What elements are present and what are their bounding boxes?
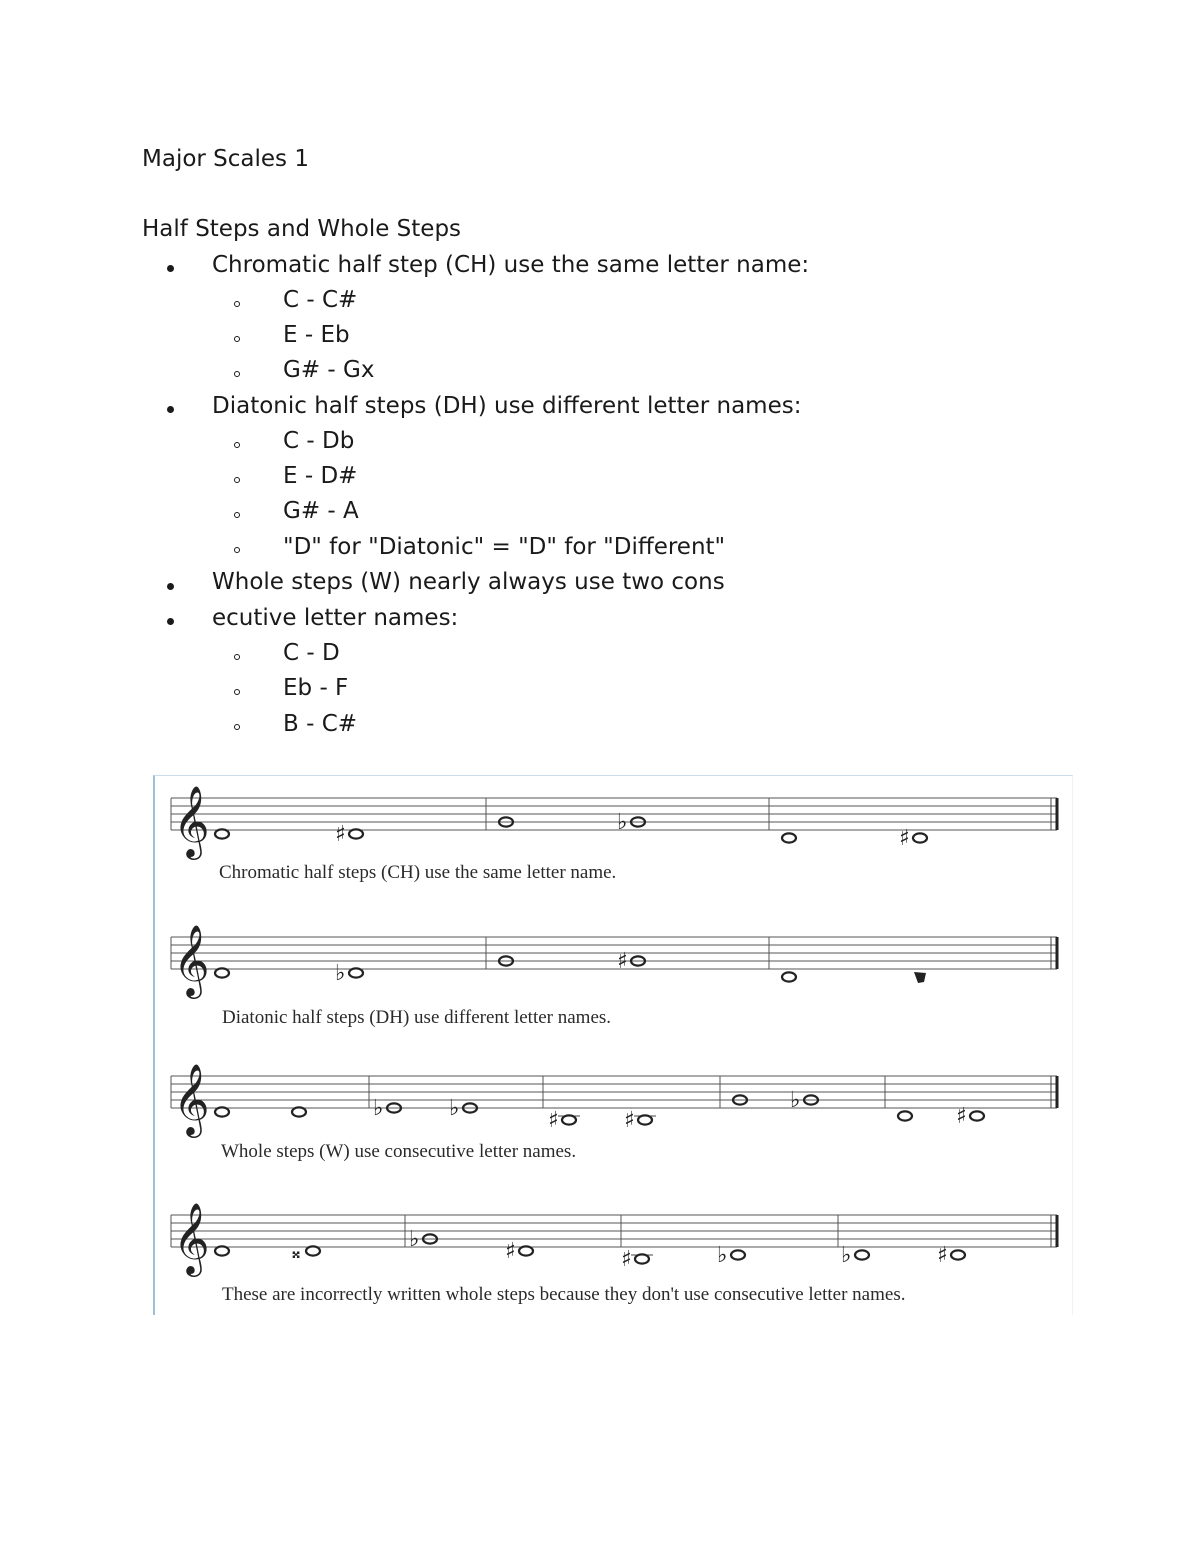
sub-bullet-icon: [234, 336, 240, 342]
sub-list-item: C - C#: [283, 287, 358, 313]
sub-bullet-icon: [234, 301, 240, 307]
sharp-icon: ♯: [505, 1239, 516, 1264]
sub-list-item: E - D#: [283, 463, 358, 489]
whole-note: [215, 968, 229, 977]
double-sharp-icon: 𝄪: [292, 1242, 301, 1263]
notation-figure: [153, 775, 1073, 1315]
sub-list-item: Eb - F: [283, 675, 349, 701]
sharp-icon: ♯: [937, 1243, 948, 1268]
whole-note: [638, 1115, 652, 1124]
sub-list-item: "D" for "Diatonic" = "D" for "Different": [283, 534, 726, 560]
flat-icon: ♭: [409, 1227, 420, 1252]
list-item: ecutive letter names:: [212, 605, 459, 631]
whole-note: [951, 1250, 965, 1259]
staff-notation: [155, 776, 1073, 1314]
whole-note: [913, 833, 927, 842]
whole-note: [562, 1115, 576, 1124]
figure-caption: These are incorrectly written whole steps because they don't use consecutive letter names.: [222, 1284, 906, 1305]
bullet-icon: [167, 265, 174, 272]
whole-note: [215, 829, 229, 838]
figure-caption: Diatonic half steps (DH) use different letter names.: [222, 1007, 612, 1028]
sub-list-item: C - D: [283, 640, 340, 666]
whole-note: [292, 1107, 306, 1116]
sub-bullet-icon: [234, 512, 240, 518]
flat-icon: ♭: [449, 1096, 460, 1121]
treble-clef-icon: 𝄞: [173, 1062, 210, 1135]
sub-list-item: C - Db: [283, 428, 355, 454]
flat-icon: ♭: [790, 1088, 801, 1113]
flat-icon: ♭: [335, 961, 346, 986]
whole-note: [215, 1107, 229, 1116]
figure-caption: Chromatic half steps (CH) use the same letter name.: [219, 862, 617, 883]
sub-bullet-icon: [234, 547, 240, 553]
sub-bullet-icon: [234, 724, 240, 730]
sub-bullet-icon: [234, 442, 240, 448]
sharp-icon: ♯: [617, 949, 628, 974]
sub-bullet-icon: [234, 654, 240, 660]
whole-note: [914, 972, 926, 983]
whole-note: [898, 1111, 912, 1120]
page-title: Major Scales 1: [142, 146, 309, 172]
sub-list-item: B - C#: [283, 711, 358, 737]
flat-icon: ♭: [373, 1096, 384, 1121]
whole-note: [519, 1246, 533, 1255]
sub-list-item: G# - Gx: [283, 357, 375, 383]
sub-bullet-icon: [234, 477, 240, 483]
sharp-icon: ♯: [335, 822, 346, 847]
bullet-icon: [167, 406, 174, 413]
treble-clef-icon: 𝄞: [173, 784, 210, 857]
sharp-icon: ♯: [621, 1247, 632, 1272]
sub-list-item: G# - A: [283, 498, 359, 524]
sub-list-item: E - Eb: [283, 322, 350, 348]
sharp-icon: ♯: [548, 1108, 559, 1133]
whole-note: [349, 968, 363, 977]
whole-note: [306, 1246, 320, 1255]
bullet-icon: [167, 583, 174, 590]
whole-note: [731, 1250, 745, 1259]
list-item: Whole steps (W) nearly always use two cons: [212, 569, 725, 595]
whole-note: [349, 829, 363, 838]
whole-note: [855, 1250, 869, 1259]
sub-bullet-icon: [234, 689, 240, 695]
figure-caption: Whole steps (W) use consecutive letter names.: [221, 1141, 577, 1162]
whole-note: [970, 1111, 984, 1120]
flat-icon: ♭: [717, 1243, 728, 1268]
whole-note: [635, 1254, 649, 1263]
section-heading: Half Steps and Whole Steps: [142, 216, 462, 242]
flat-icon: ♭: [617, 810, 628, 835]
list-item: Chromatic half step (CH) use the same letter name:: [212, 252, 810, 278]
whole-note: [215, 1246, 229, 1255]
flat-icon: ♭: [841, 1243, 852, 1268]
sub-bullet-icon: [234, 371, 240, 377]
treble-clef-icon: 𝄞: [173, 923, 210, 996]
sharp-icon: ♯: [899, 826, 910, 851]
bullet-icon: [167, 618, 174, 625]
whole-note: [782, 972, 796, 981]
whole-note: [782, 833, 796, 842]
treble-clef-icon: 𝄞: [173, 1201, 210, 1274]
sharp-icon: ♯: [624, 1108, 635, 1133]
sharp-icon: ♯: [956, 1104, 967, 1129]
list-item: Diatonic half steps (DH) use different letter names:: [212, 393, 802, 419]
